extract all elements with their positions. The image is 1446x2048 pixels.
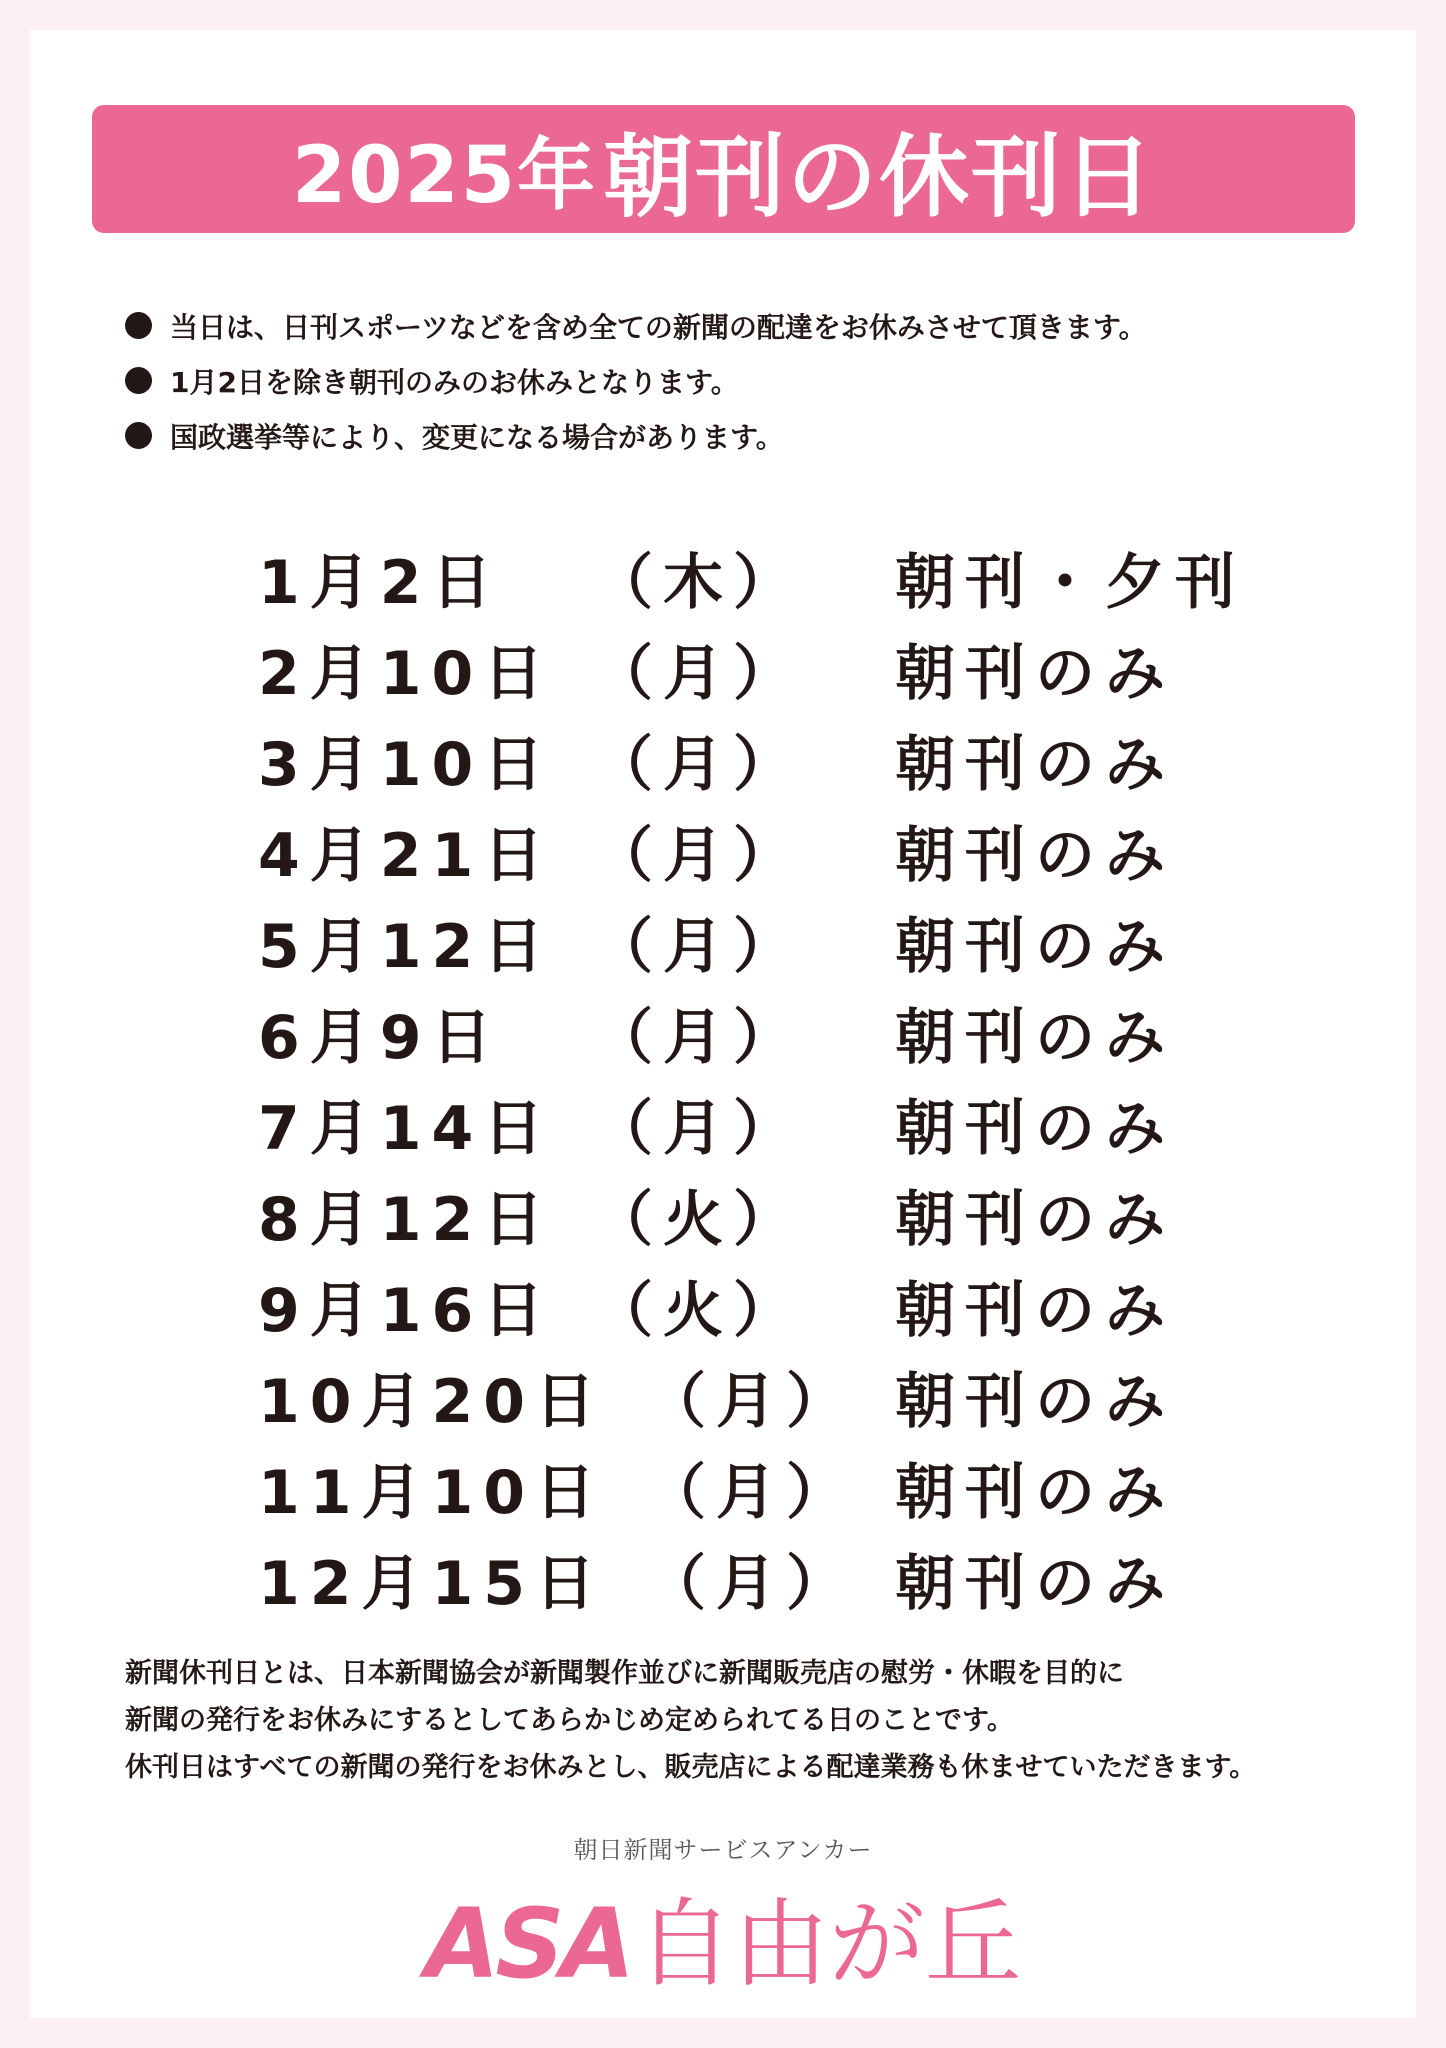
holiday-type: 朝刊のみ bbox=[895, 730, 1175, 800]
note-text: 当日は、日刊スポーツなどを含め全ての新聞の配達をお休みさせて頂きます。 bbox=[170, 310, 1147, 344]
bullet-icon bbox=[125, 422, 152, 449]
holiday-date: 2月10日 bbox=[258, 639, 554, 709]
page-title: 朝刊の休刊日 bbox=[603, 125, 1156, 230]
holiday-weekday: （月） bbox=[593, 912, 803, 982]
holiday-weekday: （月） bbox=[593, 639, 803, 709]
schedule-row bbox=[258, 629, 1218, 720]
holiday-weekday: （月） bbox=[646, 1549, 856, 1619]
holiday-type: 朝刊のみ bbox=[895, 1094, 1175, 1164]
schedule-row bbox=[258, 902, 1218, 993]
explanation-line: 新聞休刊日とは、日本新聞協会が新聞製作並びに新聞販売店の慰労・休暇を目的に bbox=[125, 1658, 1124, 1689]
holiday-weekday: （月） bbox=[593, 821, 803, 891]
logo-asa: ASA bbox=[425, 1888, 631, 2000]
title-year: 2025年 bbox=[291, 131, 598, 221]
holiday-weekday: （木） bbox=[593, 548, 803, 618]
holiday-type: 朝刊のみ bbox=[895, 639, 1175, 709]
holiday-type: 朝刊のみ bbox=[895, 912, 1175, 982]
schedule-row bbox=[258, 720, 1218, 811]
note-item bbox=[125, 298, 1147, 353]
notice-sheet bbox=[30, 30, 1416, 2018]
holiday-type: 朝刊のみ bbox=[895, 1367, 1175, 1437]
schedule-row bbox=[258, 993, 1218, 1084]
notes-list bbox=[125, 298, 1147, 463]
note-text: 1月2日を除き朝刊のみのお休みとなります。 bbox=[170, 365, 739, 399]
holiday-date: 10月20日 bbox=[258, 1367, 605, 1437]
note-text: 国政選挙等により、変更になる場合があります。 bbox=[170, 420, 784, 454]
holiday-date: 6月9日 bbox=[258, 1003, 502, 1073]
holiday-date: 12月15日 bbox=[258, 1549, 605, 1619]
holiday-type: 朝刊のみ bbox=[895, 1458, 1175, 1528]
holiday-type: 朝刊・夕刊 bbox=[895, 548, 1245, 618]
brand-subtitle: 朝日新聞サービスアンカー bbox=[573, 1836, 873, 1864]
title-banner bbox=[92, 105, 1355, 233]
holiday-weekday: （月） bbox=[593, 1003, 803, 1073]
holiday-date: 9月16日 bbox=[258, 1276, 554, 1346]
schedule-row bbox=[258, 811, 1218, 902]
bullet-icon bbox=[125, 367, 152, 394]
logo-place: 自由が丘 bbox=[636, 1888, 1021, 2000]
explanation-line: 新聞の発行をお休みにするとしてあらかじめ定められてる日のことです。 bbox=[125, 1705, 1014, 1736]
explanation-line: 休刊日はすべての新聞の発行をお休みとし、販売店による配達業務も休ませていただきます。 bbox=[125, 1752, 1257, 1783]
schedule-row bbox=[258, 1266, 1218, 1357]
holiday-date: 3月10日 bbox=[258, 730, 554, 800]
schedule-row bbox=[258, 538, 1245, 629]
note-item bbox=[125, 408, 1147, 463]
holiday-weekday: （月） bbox=[646, 1367, 856, 1437]
schedule-row bbox=[258, 1539, 1218, 1630]
schedule-row bbox=[258, 1175, 1218, 1266]
holiday-date: 4月21日 bbox=[258, 821, 554, 891]
holiday-date: 1月2日 bbox=[258, 548, 502, 618]
schedule-row bbox=[258, 1084, 1218, 1175]
explanation-text bbox=[125, 1650, 1256, 1791]
schedule-row bbox=[258, 1448, 1218, 1539]
holiday-type: 朝刊のみ bbox=[895, 1276, 1175, 1346]
asa-logo bbox=[30, 1868, 1416, 2005]
holiday-date: 8月12日 bbox=[258, 1185, 554, 1255]
holiday-date: 7月14日 bbox=[258, 1094, 554, 1164]
holiday-weekday: （月） bbox=[646, 1458, 856, 1528]
holiday-weekday: （火） bbox=[593, 1185, 803, 1255]
holiday-schedule bbox=[258, 538, 1245, 1630]
holiday-type: 朝刊のみ bbox=[895, 821, 1175, 891]
holiday-type: 朝刊のみ bbox=[895, 1003, 1175, 1073]
bullet-icon bbox=[125, 312, 152, 339]
holiday-weekday: （月） bbox=[593, 730, 803, 800]
note-item bbox=[125, 353, 1147, 408]
schedule-row bbox=[258, 1357, 1218, 1448]
holiday-type: 朝刊のみ bbox=[895, 1185, 1175, 1255]
holiday-date: 11月10日 bbox=[258, 1458, 605, 1528]
holiday-date: 5月12日 bbox=[258, 912, 554, 982]
holiday-weekday: （月） bbox=[593, 1094, 803, 1164]
holiday-type: 朝刊のみ bbox=[895, 1549, 1175, 1619]
holiday-weekday: （火） bbox=[593, 1276, 803, 1346]
